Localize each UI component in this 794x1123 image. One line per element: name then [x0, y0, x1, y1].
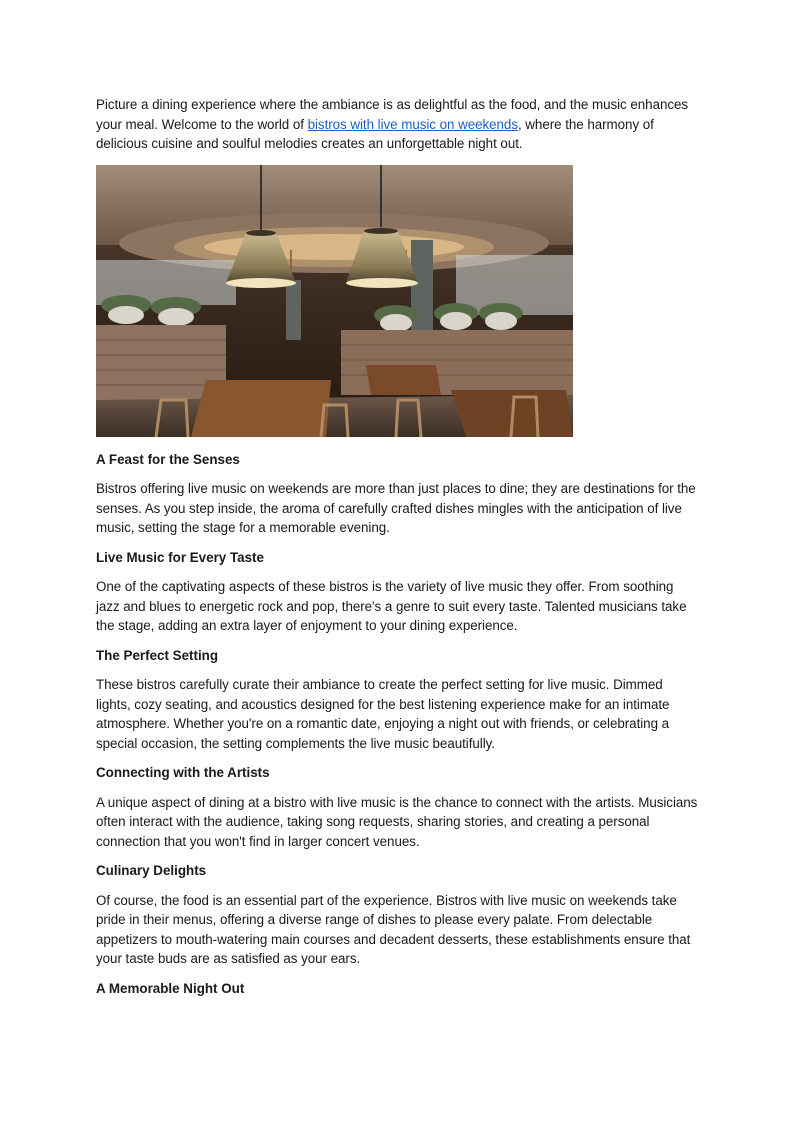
section-heading: Connecting with the Artists	[96, 765, 270, 780]
section-heading: A Feast for the Senses	[96, 451, 240, 467]
intro-paragraph	[96, 95, 700, 154]
bistros-link[interactable]: bistros with live music on weekends	[307, 116, 518, 132]
section-paragraph: A unique aspect of dining at a bistro with live music is the chance to connect with the artists. Musicians often interact with the audience, taking song requests, sharing stories, and creating a personal connection that you won't find in larger concert venues.	[96, 794, 698, 849]
section-heading: The Perfect Setting	[96, 647, 219, 663]
section-paragraph: Bistros offering live music on weekends are more than just places to dine; they are destinations for the senses. As you step inside, the aroma of carefully crafted dishes mingles with the anticipation of live music, setting the stage for a memorable evening.	[96, 481, 696, 535]
section-heading: A Memorable Night Out	[96, 980, 245, 996]
section-paragraph: Of course, the food is an essential part of the experience. Bistros with live music on weekends take pride in their menus, offering a diverse range of dishes to please every palate. From delectable appetizers to mouth-watering main courses and decadent desserts, these establishments ensure that your taste buds are as satisfied as your ears.	[96, 892, 691, 966]
section-paragraph: These bistros carefully curate their ambiance to create the perfect setting for live music. Dimmed lights, cozy seating, and acoustics designed for the best listening experience make for an intimate atmosphere. Whether you're on a romantic date, enjoying a night out with friends, or celebrating a special occasion, the setting complements the live music beautifully.	[96, 677, 670, 751]
section-heading: Live Music for Every Taste	[96, 549, 264, 565]
intro-text-after: , where the harmony of delicious cuisine and soulful melodies creates an unforgettable night out.	[96, 116, 654, 151]
restaurant-interior-photo	[96, 165, 573, 437]
section-paragraph: One of the captivating aspects of these bistros is the variety of live music they offer. From soothing jazz and blues to energetic rock and pop, there's a genre to suit every taste. Talented musicians take the stage, adding an extra layer of enjoyment to your dining experience.	[96, 579, 687, 633]
document-body	[96, 95, 700, 1008]
intro-text-before: Picture a dining experience where the ambiance is as delightful as the food, and the music enhances your meal. Welcome to the world of	[96, 97, 689, 132]
section-heading: Culinary Delights	[96, 863, 207, 878]
